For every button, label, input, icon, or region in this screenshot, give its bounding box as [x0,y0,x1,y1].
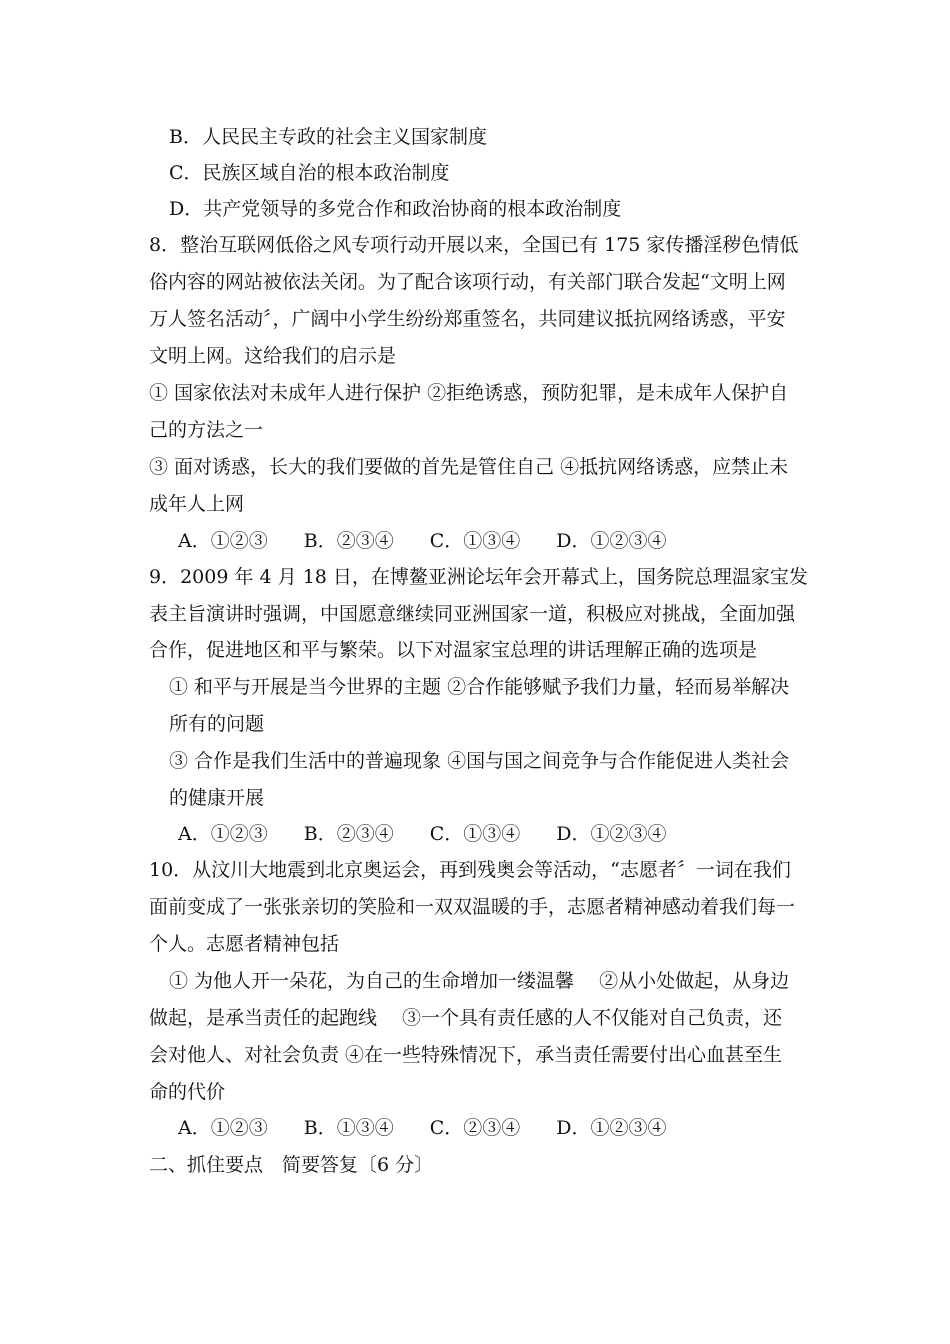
q8-item-line-1: ① 国家依法对未成年人进行保护 ②拒绝诱惑，预防犯罪，是未成年人保护自 [149,382,789,404]
q10-stem-line-1: 10．从汶川大地震到北京奥运会，再到残奥会等活动，“志愿者〞一词在我们 [149,859,791,881]
q10-answer-choices [178,1116,666,1140]
q9-choice-d: D．①②③④ [556,823,667,845]
q8-choice-c: C．①③④ [429,530,521,552]
q10-item-line-1: ① 为他人开一朵花，为自己的生命增加一缕温馨 ②从小处做起，从身边 [169,970,790,992]
q10-item-line-4: 命的代价 [149,1081,226,1103]
q10-choice-a: A．①②③ [178,1117,268,1139]
q10-choice-c: C．②③④ [429,1117,521,1139]
q9-choice-c: C．①③④ [429,823,521,845]
q8-answer-choices [178,529,666,553]
q8-item-line-3: ③ 面对诱惑，长大的我们要做的首先是管住自己 ④抵抗网络诱惑，应禁止未 [149,456,789,478]
q8-stem-line-2: 俗内容的网站被依法关闭。为了配合该项行动，有关部门联合发起“文明上网 [149,271,786,293]
q10-item-line-3: 会对他人、对社会负责 ④在一些特殊情况下，承当责任需要付出心血甚至生 [149,1044,783,1066]
q9-item-line-1: ① 和平与开展是当今世界的主题 ②合作能够赋予我们力量，轻而易举解决 [169,676,790,698]
q8-choice-d: D．①②③④ [556,530,667,552]
q8-item-line-2: 己的方法之一 [149,419,264,441]
q10-stem-line-2: 面前变成了一张张亲切的笑脸和一双双温暖的手，志愿者精神感动着我们每一 [149,896,796,918]
section-2-heading: 二、抓住要点 简要答复〔6 分〕 [149,1154,434,1176]
q10-choice-b: B．①③④ [303,1117,394,1139]
q8-stem-line-1: 8．整治互联网低俗之风专项行动开展以来，全国已有 175 家传播淫秽色情低 [149,234,799,256]
q10-choice-d: D．①②③④ [556,1117,667,1139]
q8-item-line-4: 成年人上网 [149,493,245,515]
q10-item-line-2: 做起，是承当责任的起跑线 ③一个具有责任感的人不仅能对自己负责，还 [149,1007,783,1029]
q8-choice-b: B．②③④ [303,530,394,552]
q9-choice-b: B．②③④ [303,823,394,845]
q7-option-b: B．人民民主专政的社会主义国家制度 [169,126,487,148]
q9-answer-choices [178,822,666,846]
q10-stem-line-3: 个人。志愿者精神包括 [149,933,340,955]
q9-choice-a: A．①②③ [178,823,268,845]
q8-stem-line-3: 万人签名活动〞，广阔中小学生纷纷郑重签名，共同建议抵抗网络诱惑，平安 [149,308,786,330]
q9-stem-line-2: 表主旨演讲时强调，中国愿意继续同亚洲国家一道，积极应对挑战，全面加强 [149,603,796,625]
q9-item-line-2: 所有的问题 [169,713,265,735]
q7-option-d: D．共产党领导的多党合作和政治协商的根本政治制度 [169,198,622,220]
q8-choice-a: A．①②③ [178,530,268,552]
q7-option-c: C．民族区域自治的根本政治制度 [169,162,450,184]
q9-item-line-3: ③ 合作是我们生活中的普遍现象 ④国与国之间竞争与合作能促进人类社会 [169,750,790,772]
q9-stem-line-3: 合作，促进地区和平与繁荣。以下对温家宝总理的讲话理解正确的选项是 [149,639,758,661]
q9-stem-line-1: 9．2009 年 4 月 18 日，在博鳌亚洲论坛年会开幕式上，国务院总理温家宝发 [149,566,808,588]
q8-stem-line-4: 文明上网。这给我们的启示是 [149,345,397,367]
q9-item-line-4: 的健康开展 [169,787,265,809]
